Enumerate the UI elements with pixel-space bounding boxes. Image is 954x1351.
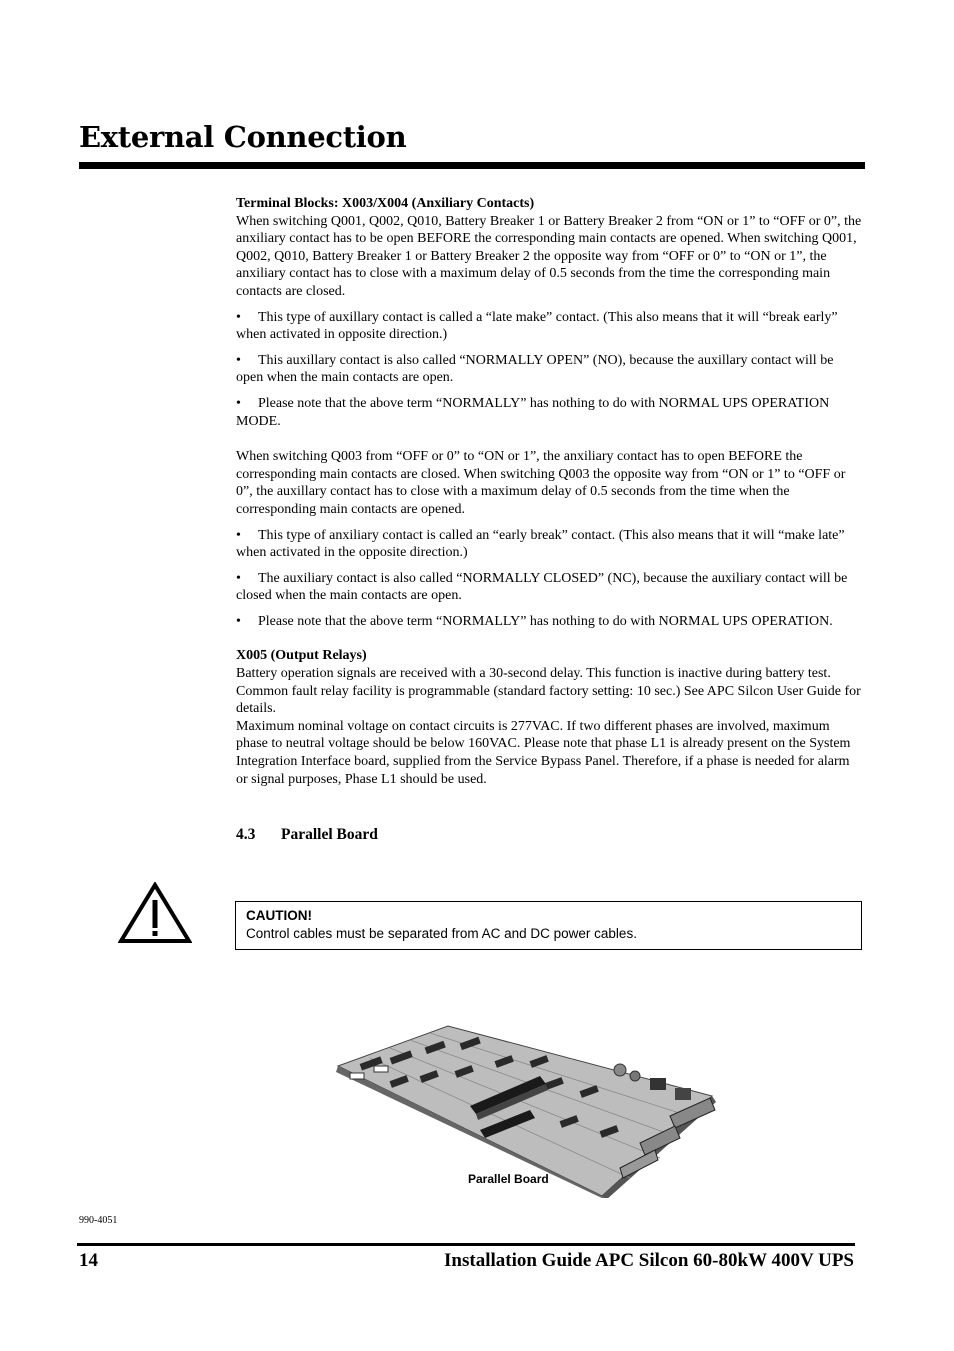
terminal-blocks-paragraph: When switching Q001, Q002, Q010, Battery Breaker 1 or Battery Breaker 2 from “ON or 1” to “OFF or 0”, the anxiliary contact has to be open BEFORE the corresponding main contacts are opened. When switching Q001, Q002, Q010, Battery Breaker 1 or Battery Breaker 2 the opposite way from “OFF or 0” to “ON or 1”, the anxiliary contact has to close with a maximum delay of 0.5 seconds from the time the corresponding main contacts are closed.: [236, 213, 862, 299]
bullet-text: Please note that the above term “NORMALLY” has nothing to do with NORMAL UPS OPERATION MODE.: [236, 395, 830, 429]
body-text: [236, 195, 862, 788]
figure-caption: Parallel Board: [468, 1172, 549, 1186]
bullet-text: This auxillary contact is also called “NORMALLY OPEN” (NO), because the auxillary contact will be open when the main contacts are open.: [236, 352, 834, 386]
bullet-text: Please note that the above term “NORMALLY” has nothing to do with NORMAL UPS OPERATION.: [258, 613, 833, 629]
x005-heading: X005 (Output Relays): [236, 648, 367, 664]
terminal-blocks-heading: Terminal Blocks: X003/X004 (Anxiliary Contacts): [236, 196, 535, 211]
bullet-text: The auxiliary contact is also called “NORMALLY CLOSED” (NC), because the auxiliary contact will be closed when the main contacts are open.: [236, 570, 848, 604]
bullet-icon: •: [236, 527, 241, 543]
bullet-icon: •: [236, 395, 241, 411]
bullet-icon: •: [236, 352, 241, 368]
bullet-icon: •: [236, 613, 241, 629]
bullet-item: [236, 570, 862, 605]
bullet-icon: •: [236, 309, 241, 325]
bullet-item: [236, 527, 862, 562]
footer-rule: [77, 1243, 855, 1246]
bullet-text: This type of anxiliary contact is called an “early break” contact. (This also means that it will “make late” when activated in the opposite direction.): [236, 527, 845, 561]
bullet-item: [236, 613, 862, 631]
bullet-item: [236, 352, 862, 387]
x005-paragraph-2: Maximum nominal voltage on contact circuits is 277VAC. If two different phases are involved, maximum phase to neutral voltage should be below 160VAC. Please note that phase L1 is already present on the System Integration Interface board, supplied from the Service Bypass Panel. Therefore, if a phase is needed for alarm or signal purposes, Phase L1 should be used.: [236, 718, 851, 787]
page-title: External Connection: [79, 120, 407, 154]
section-title: Parallel Board: [281, 826, 378, 843]
caution-box: [235, 901, 862, 950]
parallel-board-image: [330, 1018, 720, 1198]
section-heading-parallel-board: [236, 826, 378, 844]
bullet-icon: •: [236, 570, 241, 586]
title-rule: [79, 162, 865, 169]
page-number: 14: [79, 1250, 98, 1271]
document-number: 990-4051: [79, 1215, 118, 1226]
footer-title: Installation Guide APC Silcon 60-80kW 400V UPS: [444, 1250, 854, 1271]
section-number: 4.3: [236, 826, 256, 843]
x005-paragraph-1: Battery operation signals are received with a 30-second delay. This function is inactive during battery test. Common fault relay facility is programmable (standard factory setting: 10 sec.) See APC Silcon User Guide for details.: [236, 666, 861, 717]
bullet-text: This type of auxillary contact is called a “late make” contact. (This also means that it will “break early” when activated in opposite direction.): [236, 309, 838, 343]
caution-text: Control cables must be separated from AC and DC power cables.: [246, 926, 637, 941]
bullet-item: [236, 309, 862, 344]
q003-paragraph: When switching Q003 from “OFF or 0” to “ON or 1”, the anxiliary contact has to open BEFORE the corresponding main contacts are closed. When switching Q003 the opposite way from “ON or 1” to “OFF or 0”, the auxillary contact has to close with a maximum delay of 0.5 seconds from the time when the corresponding main contacts are opened.: [236, 449, 846, 517]
bullet-item: [236, 395, 862, 430]
warning-triangle-icon: [118, 882, 192, 944]
caution-title: CAUTION!: [246, 908, 312, 923]
